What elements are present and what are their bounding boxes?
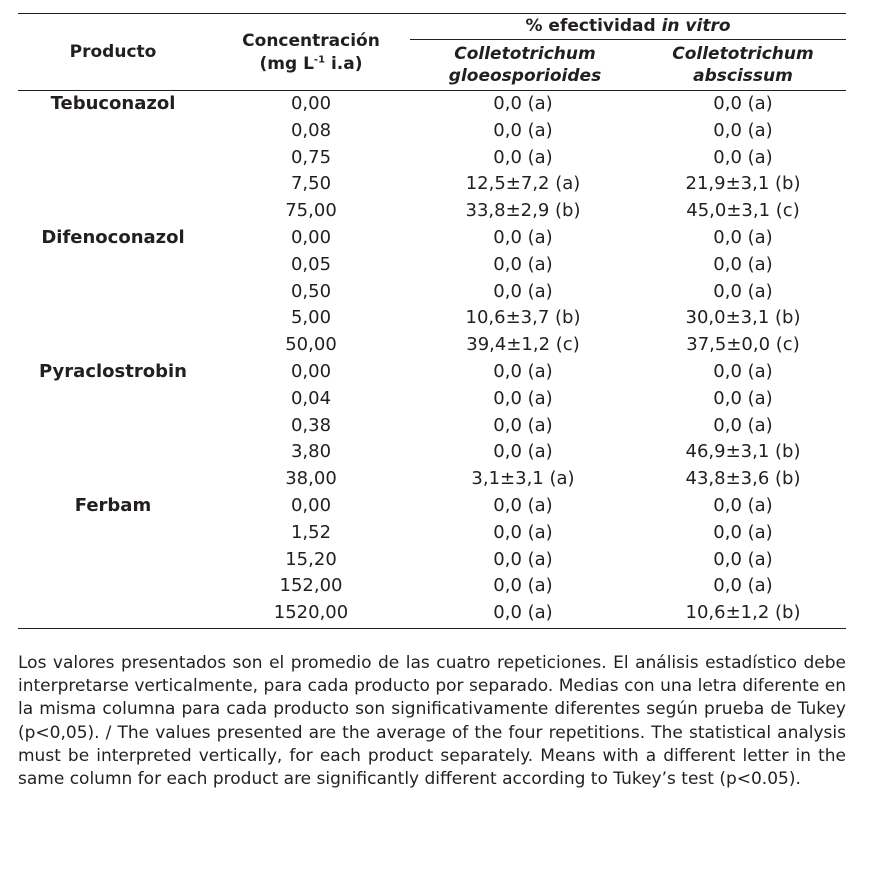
concentration-cell: 0,50 (290, 280, 332, 302)
gloeosporioides-cell: 0,0 (a) (493, 548, 553, 570)
table-row (18, 304, 846, 331)
concentration-cell: 38,00 (285, 468, 337, 490)
concentration-cell: 7,50 (290, 173, 332, 195)
table-row (18, 572, 846, 599)
gloeosporioides-cell: 0,0 (a) (493, 280, 553, 302)
gloeosporioides-cell: 0,0 (a) (493, 495, 553, 516)
table-row (18, 546, 846, 573)
abscissum-cell: 45,0±3,1 (c) (686, 200, 800, 222)
concentration-cell: 0,08 (290, 119, 332, 141)
concentration-cell: 0,00 (290, 495, 332, 516)
gloeosporioides-cell: 0,0 (a) (493, 575, 553, 597)
concentration-cell: 0,75 (290, 146, 332, 168)
abscissum-cell: 0,0 (a) (713, 361, 773, 382)
gloeosporioides-cell: 0,0 (a) (493, 602, 553, 624)
abscissum-cell: 0,0 (a) (713, 119, 773, 141)
gloeosporioides-cell: 0,0 (a) (493, 361, 553, 382)
table-row (18, 251, 846, 278)
abscissum-cell: 30,0±3,1 (b) (685, 307, 801, 329)
table-row (18, 117, 846, 144)
concentration-cell: 0,00 (290, 361, 332, 382)
table-row (18, 197, 846, 224)
table-row (18, 412, 846, 439)
header-producto: Producto (69, 42, 157, 62)
header-gloeosporioides: Colletotrichum gloeosporioides (448, 44, 602, 86)
table-bottom-rule (18, 628, 846, 629)
concentration-cell: 1,52 (290, 521, 332, 543)
gloeosporioides-cell: 0,0 (a) (493, 119, 553, 141)
abscissum-cell: 0,0 (a) (713, 146, 773, 168)
gloeosporioides-cell: 0,0 (a) (493, 521, 553, 543)
abscissum-cell: 0,0 (a) (713, 227, 773, 248)
table-row (18, 170, 846, 197)
table-row (18, 492, 846, 519)
header-sub-rule (410, 39, 846, 40)
concentration-cell: 15,20 (285, 548, 337, 570)
table-footnote: Los valores presentados son el promedio de las cuatro repeticiones. El análisis estadístico debe interpretarse verticalmente, para cada producto por separado. Medias con una letra diferente en la misma columna para cada producto son significativamente diferentes según prueba de Tukey (p<0,05). / The values presented are the average of the four repetitions. The statistical analysis must be interpreted vertically, for each product separately. Means with a different letter in the same column for each product are significantly different according to Tukey’s test (p<0.05). (18, 653, 846, 790)
table-row (18, 358, 846, 385)
abscissum-cell: 0,0 (a) (713, 548, 773, 570)
table-row (18, 519, 846, 546)
concentration-cell: 0,00 (290, 227, 332, 248)
table-row (18, 90, 846, 117)
abscissum-cell: 0,0 (a) (713, 521, 773, 543)
gloeosporioides-cell: 39,4±1,2 (c) (466, 334, 580, 356)
abscissum-cell: 0,0 (a) (713, 93, 773, 114)
header-abscissum: Colletotrichum abscissum (672, 44, 814, 86)
gloeosporioides-cell: 0,0 (a) (493, 93, 553, 114)
table-row (18, 331, 846, 358)
abscissum-cell: 10,6±1,2 (b) (685, 602, 801, 624)
product-name: Tebuconazol (50, 93, 176, 114)
table-row (18, 465, 846, 492)
table-top-rule (18, 13, 846, 14)
abscissum-cell: 43,8±3,6 (b) (685, 468, 801, 490)
table-row (18, 224, 846, 251)
concentration-cell: 0,00 (290, 93, 332, 114)
abscissum-cell: 0,0 (a) (713, 280, 773, 302)
abscissum-cell: 46,9±3,1 (b) (685, 441, 801, 463)
product-name: Ferbam (74, 495, 152, 516)
concentration-cell: 75,00 (285, 200, 337, 222)
concentration-cell: 50,00 (285, 334, 337, 356)
abscissum-cell: 37,5±0,0 (c) (686, 334, 800, 356)
header-concentracion: Concentración (mg $L^{-1}$ i.a) (242, 31, 380, 74)
concentration-cell: 1520,00 (273, 602, 349, 624)
gloeosporioides-cell: 0,0 (a) (493, 146, 553, 168)
abscissum-cell: 0,0 (a) (713, 495, 773, 516)
abscissum-cell: 0,0 (a) (713, 253, 773, 275)
abscissum-cell: 0,0 (a) (713, 387, 773, 409)
header-efectividad: % efectividad in vitro (525, 16, 731, 36)
product-name: Difenoconazol (41, 227, 185, 248)
gloeosporioides-cell: 3,1±3,1 (a) (471, 468, 575, 490)
gloeosporioides-cell: 0,0 (a) (493, 227, 553, 248)
abscissum-cell: 0,0 (a) (713, 414, 773, 436)
gloeosporioides-cell: 0,0 (a) (493, 441, 553, 463)
table-row (18, 385, 846, 412)
concentration-cell: 0,05 (290, 253, 332, 275)
table-row (18, 599, 846, 626)
product-name: Pyraclostrobin (39, 361, 187, 382)
table-row (18, 438, 846, 465)
gloeosporioides-cell: 0,0 (a) (493, 253, 553, 275)
gloeosporioides-cell: 0,0 (a) (493, 414, 553, 436)
concentration-cell: 3,80 (290, 441, 332, 463)
concentration-cell: 0,38 (290, 414, 332, 436)
table-row (18, 144, 846, 171)
abscissum-cell: 0,0 (a) (713, 575, 773, 597)
table-row (18, 278, 846, 305)
gloeosporioides-cell: 10,6±3,7 (b) (465, 307, 581, 329)
gloeosporioides-cell: 0,0 (a) (493, 387, 553, 409)
gloeosporioides-cell: 33,8±2,9 (b) (465, 200, 581, 222)
gloeosporioides-cell: 12,5±7,2 (a) (465, 173, 581, 195)
concentration-cell: 0,04 (290, 387, 332, 409)
abscissum-cell: 21,9±3,1 (b) (685, 173, 801, 195)
concentration-cell: 152,00 (279, 575, 343, 597)
concentration-cell: 5,00 (290, 307, 332, 329)
